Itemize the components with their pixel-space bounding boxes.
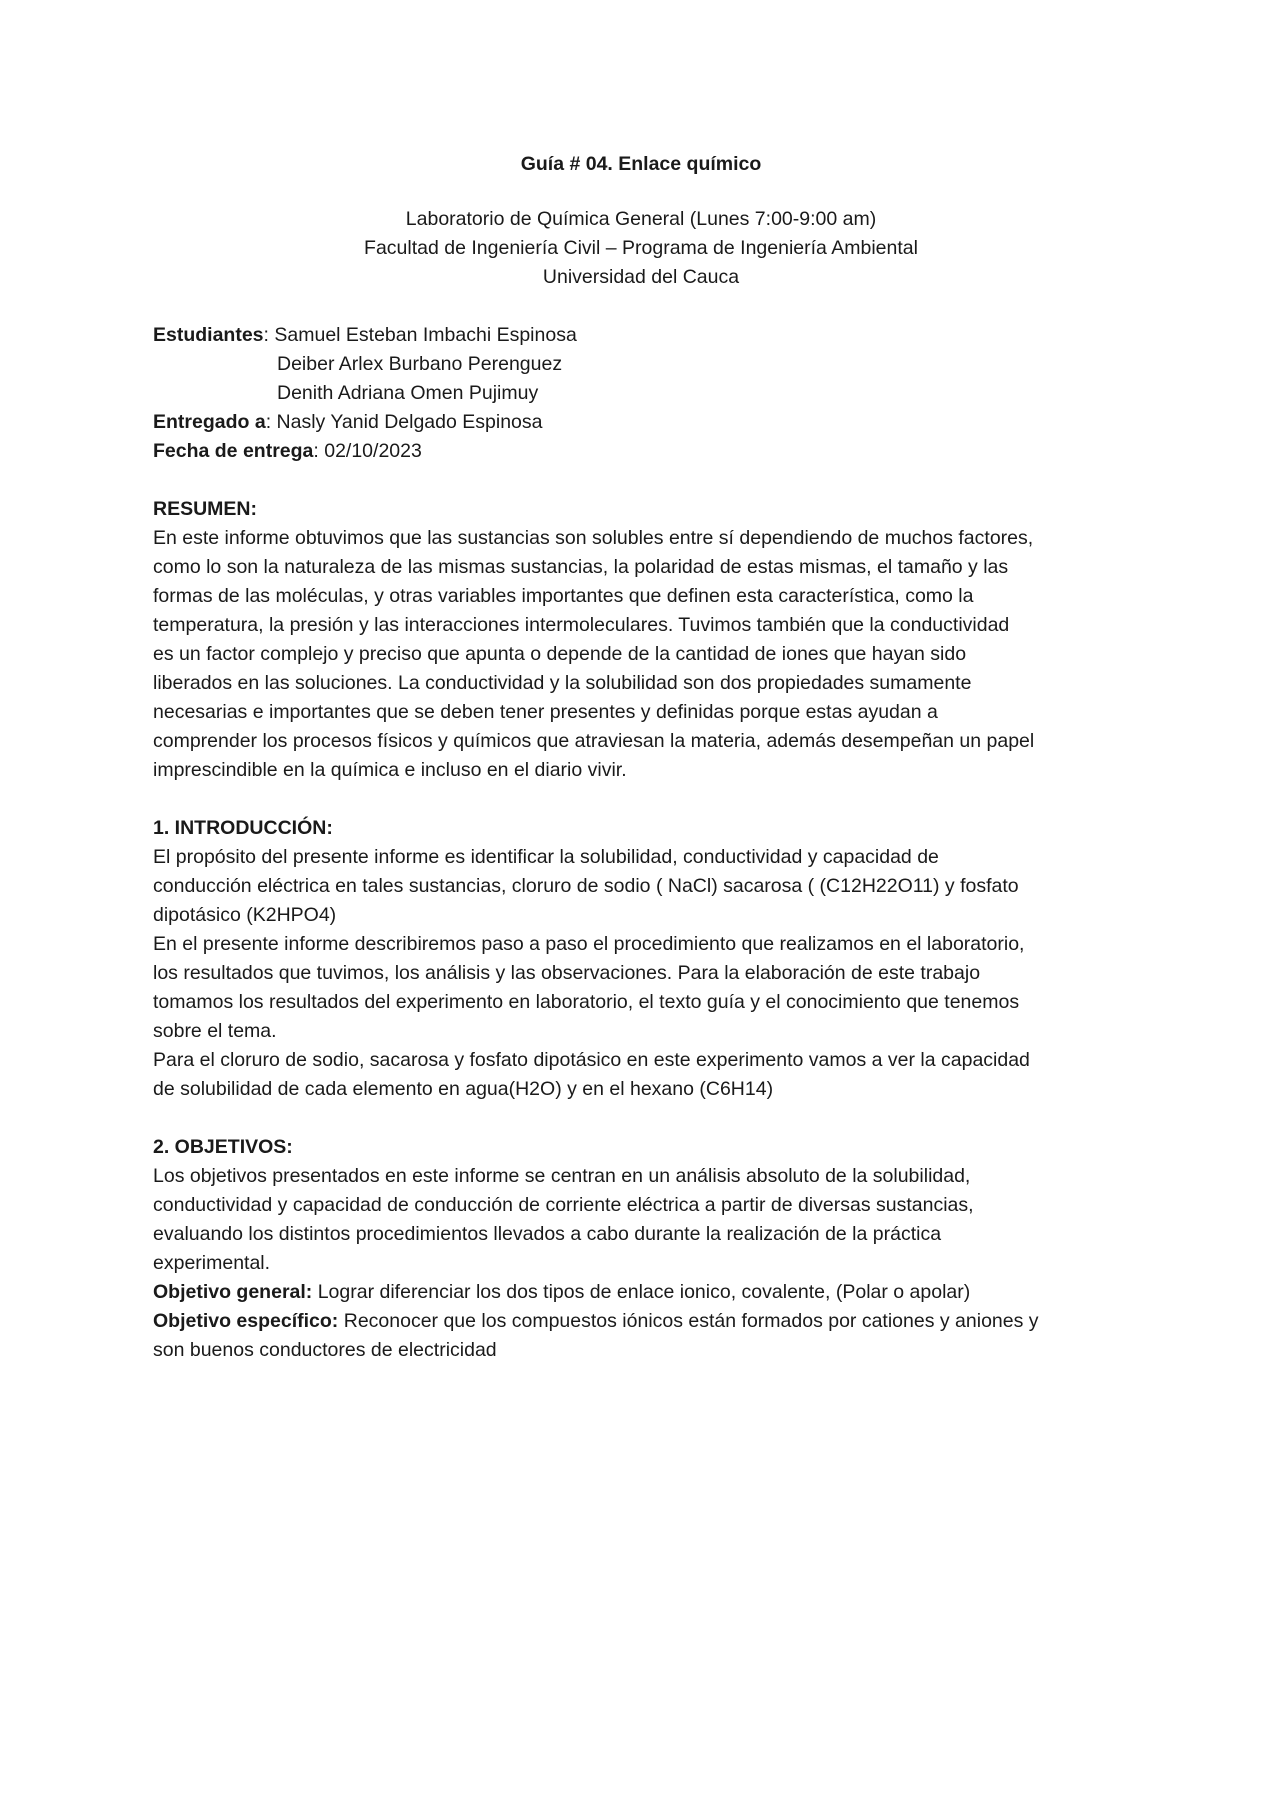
- text-line: comprender los procesos físicos y químicos que atraviesan la materia, además desempeñan un papel: [153, 730, 1035, 752]
- text-line: experimental.: [153, 1252, 271, 1274]
- text-line: Los objetivos presentados en este informe se centran en un análisis absoluto de la solubilidad,: [153, 1165, 971, 1187]
- introduccion-heading: 1. INTRODUCCIÓN:: [153, 817, 333, 839]
- label-colon: :: [263, 324, 275, 346]
- date-label: Fecha de entrega: [153, 440, 314, 462]
- text-line: son buenos conductores de electricidad: [153, 1339, 497, 1361]
- student-name: Deiber Arlex Burbano Perenguez: [277, 353, 563, 375]
- students-row: [153, 321, 1143, 350]
- text-line: En este informe obtuvimos que las sustancias son solubles entre sí dependiendo de muchos factores,: [153, 527, 1034, 549]
- university-line: Universidad del Cauca: [542, 266, 740, 288]
- objetivos-section: [153, 1133, 1143, 1365]
- text-line: Para el cloruro de sodio, sacarosa y fosfato dipotásico en este experimento vamos a ver la capacidad: [153, 1049, 1030, 1071]
- resumen-section: [153, 495, 1143, 785]
- general-objective-label: Objetivo general:: [153, 1281, 313, 1303]
- text-line: conductividad y capacidad de conducción de corriente eléctrica a partir de diversas sustancias,: [153, 1194, 974, 1216]
- document-content: [153, 150, 1143, 1365]
- text-line: necesarias e importantes que se deben tener presentes y definidas porque estas ayudan a: [153, 701, 938, 723]
- text-line: tomamos los resultados del experimento en laboratorio, el texto guía y el conocimiento que tenemos: [153, 991, 1020, 1013]
- text-line: como lo son la naturaleza de las mismas sustancias, la polaridad de estas mismas, el tamaño y las: [153, 556, 1009, 578]
- delivered-label: Entregado a: [153, 411, 266, 433]
- institution-header: [153, 205, 1129, 292]
- label-colon: :: [313, 440, 325, 462]
- text-line: evaluando los distintos procedimientos llevados a cabo durante la realización de la práctica: [153, 1223, 942, 1245]
- objetivos-heading: 2. OBJETIVOS:: [153, 1136, 293, 1158]
- text-line: temperatura, la presión y las interacciones intermoleculares. Tuvimos también que la conductividad: [153, 614, 1010, 636]
- text-line: imprescindible en la química e incluso en el diario vivir.: [153, 759, 627, 781]
- delivery-date: 02/10/2023: [324, 440, 422, 462]
- resumen-heading: RESUMEN:: [153, 498, 258, 520]
- specific-objective-label: Objetivo específico:: [153, 1310, 339, 1332]
- general-objective: [153, 1278, 1143, 1307]
- delivery-date-row: [153, 437, 1143, 466]
- document-title: Guía # 04. Enlace químico: [520, 153, 762, 175]
- text-line: sobre el tema.: [153, 1020, 277, 1042]
- text-line: de solubilidad de cada elemento en agua(H2O) y en el hexano (C6H14): [153, 1078, 774, 1100]
- students-label: Estudiantes: [153, 324, 264, 346]
- text-line: liberados en las soluciones. La conductividad y la solubilidad son dos propiedades sumamente: [153, 672, 972, 694]
- author-info: [153, 321, 1143, 466]
- faculty-line: Facultad de Ingeniería Civil – Programa de Ingeniería Ambiental: [364, 237, 918, 259]
- general-objective-text: Lograr diferenciar los dos tipos de enlace ionico, covalente, (Polar o apolar): [312, 1281, 971, 1303]
- specific-objective-text: Reconocer que los compuestos iónicos están formados por cationes y aniones y: [338, 1310, 1039, 1332]
- text-line: dipotásico (K2HPO4): [153, 904, 337, 926]
- text-line: formas de las moléculas, y otras variables importantes que definen esta característica, como la: [153, 585, 974, 607]
- introduccion-section: [153, 814, 1143, 1104]
- student-name: Denith Adriana Omen Pujimuy: [277, 382, 539, 404]
- delivered-to-name: Nasly Yanid Delgado Espinosa: [276, 411, 543, 433]
- delivered-to-row: [153, 408, 1143, 437]
- text-line: El propósito del presente informe es identificar la solubilidad, conductividad y capacidad de: [153, 846, 939, 868]
- label-colon: :: [265, 411, 277, 433]
- text-line: los resultados que tuvimos, los análisis y las observaciones. Para la elaboración de este trabajo: [153, 962, 981, 984]
- text-line: conducción eléctrica en tales sustancias, cloruro de sodio ( NaCl) sacarosa ( (C12H22O11) y fosfato: [153, 875, 1019, 897]
- student-name: Samuel Esteban Imbachi Espinosa: [274, 324, 577, 346]
- text-line: es un factor complejo y preciso que apunta o depende de la cantidad de iones que hayan sido: [153, 643, 967, 665]
- course-line: Laboratorio de Química General (Lunes 7:00-9:00 am): [405, 208, 877, 230]
- specific-objective: [153, 1307, 1143, 1336]
- text-line: En el presente informe describiremos paso a paso el procedimiento que realizamos en el laboratorio,: [153, 933, 1025, 955]
